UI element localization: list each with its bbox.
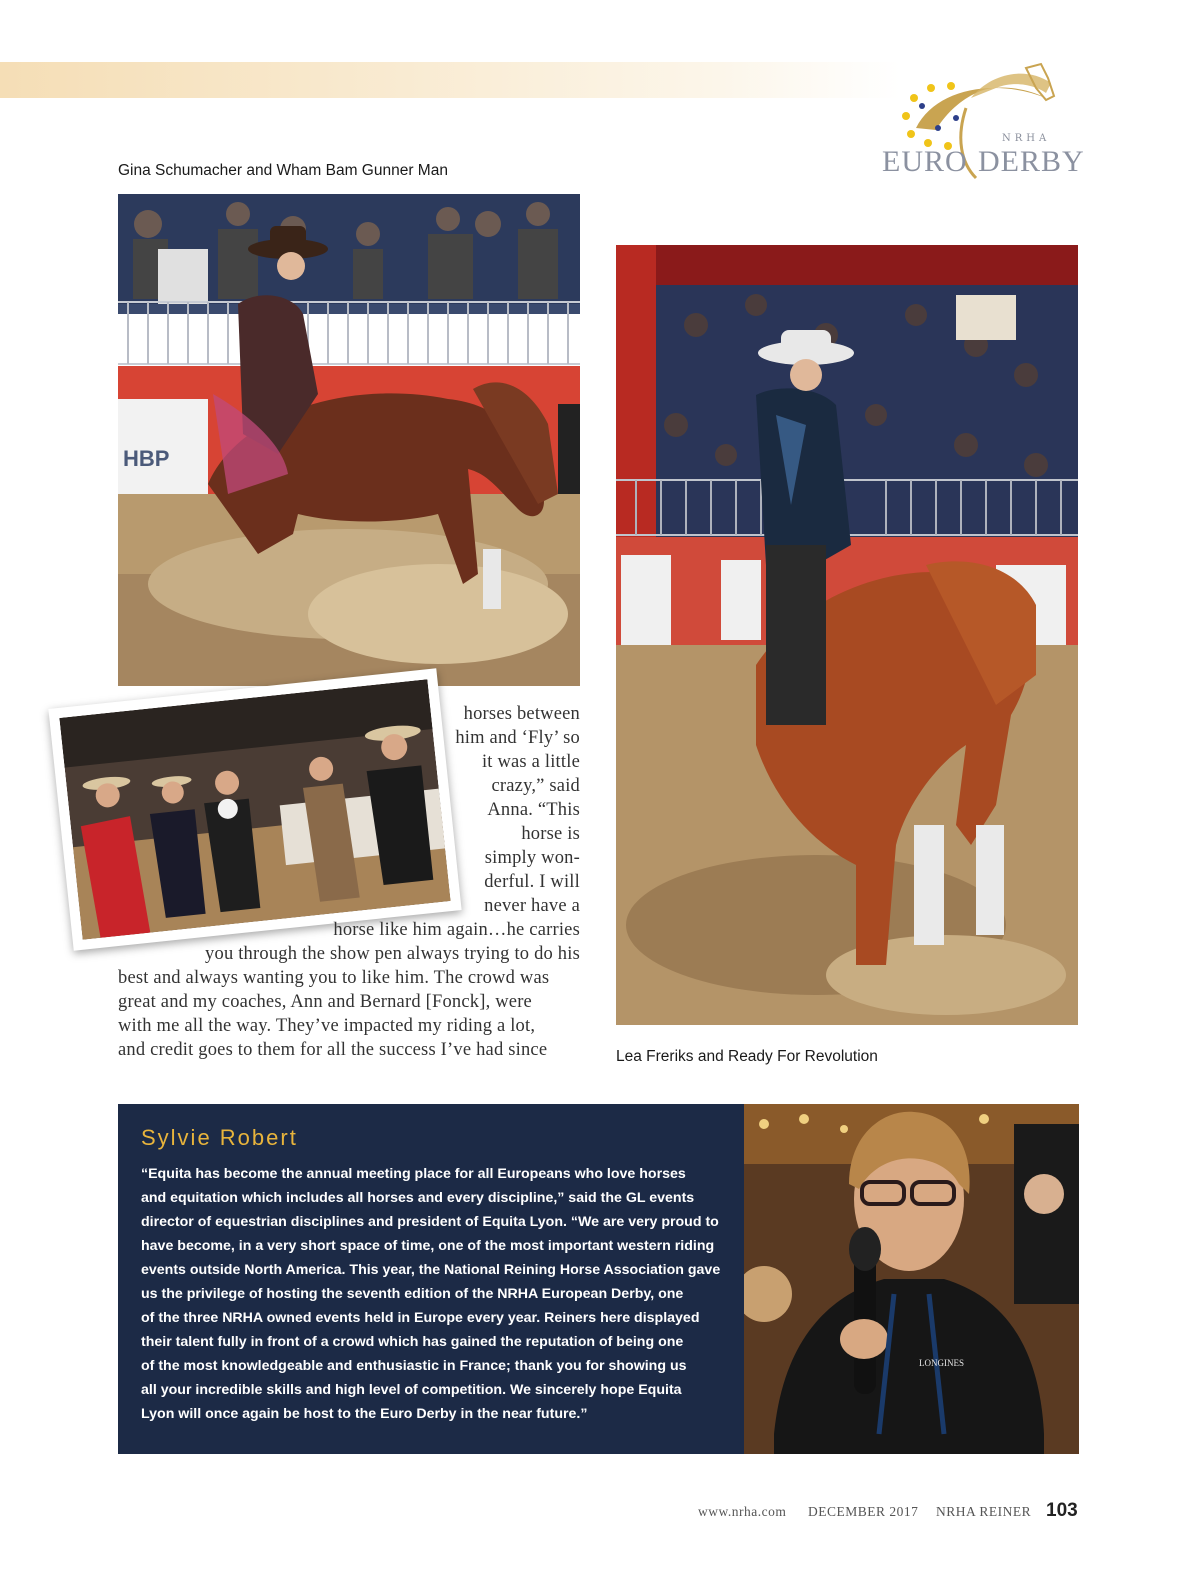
article-line-10: horse like him again…he carries <box>333 920 580 940</box>
article-line-1: horses between <box>463 704 580 724</box>
photo-group-tilted <box>48 668 461 950</box>
photo-lea-freriks <box>616 245 1078 1025</box>
sidebar-line-6: us the privilege of hosting the seventh edition of the NRHA European Derby, one <box>141 1286 684 1302</box>
photo1-banner-text: HBP <box>123 446 170 471</box>
page-number: 103 <box>1046 1500 1078 1521</box>
sidebar-box <box>118 1104 744 1454</box>
sidebar-line-8: their talent fully in front of a crowd which has gained the reputation of being one <box>141 1334 684 1350</box>
logo-euro-text: EURO <box>882 145 968 178</box>
photo-sylvie-robert <box>744 1104 1079 1454</box>
footer-url: www.nrha.com <box>698 1504 787 1519</box>
sidebar-line-11: Lyon will once again be host to the Euro Derby in the near future.” <box>141 1406 588 1422</box>
footer-issue: DECEMBER 2017 <box>808 1504 919 1519</box>
article-line-7: simply won- <box>484 848 580 868</box>
article-line-11: you through the show pen always trying to do his <box>205 944 580 964</box>
sidebar-line-7: of the three NRHA owned events held in Europe every year. Reiners here displayed <box>141 1310 700 1326</box>
article-line-9: never have a <box>484 896 580 916</box>
article-line-12: best and always wanting you to like him. The crowd was <box>118 968 550 988</box>
photo-gina-schumacher <box>118 194 580 686</box>
photo2-caption: Lea Freriks and Ready For Revolution <box>616 1048 878 1065</box>
sidebar-line-1: “Equita has become the annual meeting place for all Europeans who love horses <box>141 1166 686 1182</box>
article-line-2: him and ‘Fly’ so <box>455 728 580 748</box>
article-line-13: great and my coaches, Ann and Bernard [Fonck], were <box>118 992 532 1012</box>
sidebar-line-5: events outside North America. This year, the National Reining Horse Association gave <box>141 1262 721 1278</box>
logo-derby-text: DERBY <box>978 145 1085 178</box>
header-band <box>0 62 900 98</box>
sidebar-line-2: and equitation which includes all horses and every discipline,” said the GL events <box>141 1190 695 1206</box>
sidebar-line-3: director of equestrian disciplines and president of Equita Lyon. “We are very proud to <box>141 1214 719 1230</box>
photo1-caption: Gina Schumacher and Wham Bam Gunner Man <box>118 162 448 179</box>
sidebar-line-4: have become, in a very short space of time, one of the most important western riding <box>141 1238 715 1254</box>
footer-magazine: NRHA REINER <box>936 1504 1032 1519</box>
logo-nrha-text: NRHA <box>1002 133 1051 144</box>
article-line-6: horse is <box>521 824 580 844</box>
article-line-5: Anna. “This <box>487 800 580 820</box>
article-line-8: derful. I will <box>484 872 580 892</box>
article-line-3: it was a little <box>481 752 580 772</box>
article-line-14: with me all the way. They’ve impacted my riding a lot, <box>118 1016 536 1036</box>
photo3-longines-text: LONGINES <box>919 1358 964 1368</box>
sidebar-line-10: all your incredible skills and high level of competition. We sincerely hope Equita <box>141 1382 682 1398</box>
sidebar-line-9: of the most knowledgeable and enthusiastic in France; thank you for showing us <box>141 1358 687 1374</box>
article-line-15: and credit goes to them for all the success I’ve had since <box>118 1040 548 1060</box>
sidebar-title: Sylvie Robert <box>141 1125 298 1150</box>
article-line-4: crazy,” said <box>491 776 580 796</box>
